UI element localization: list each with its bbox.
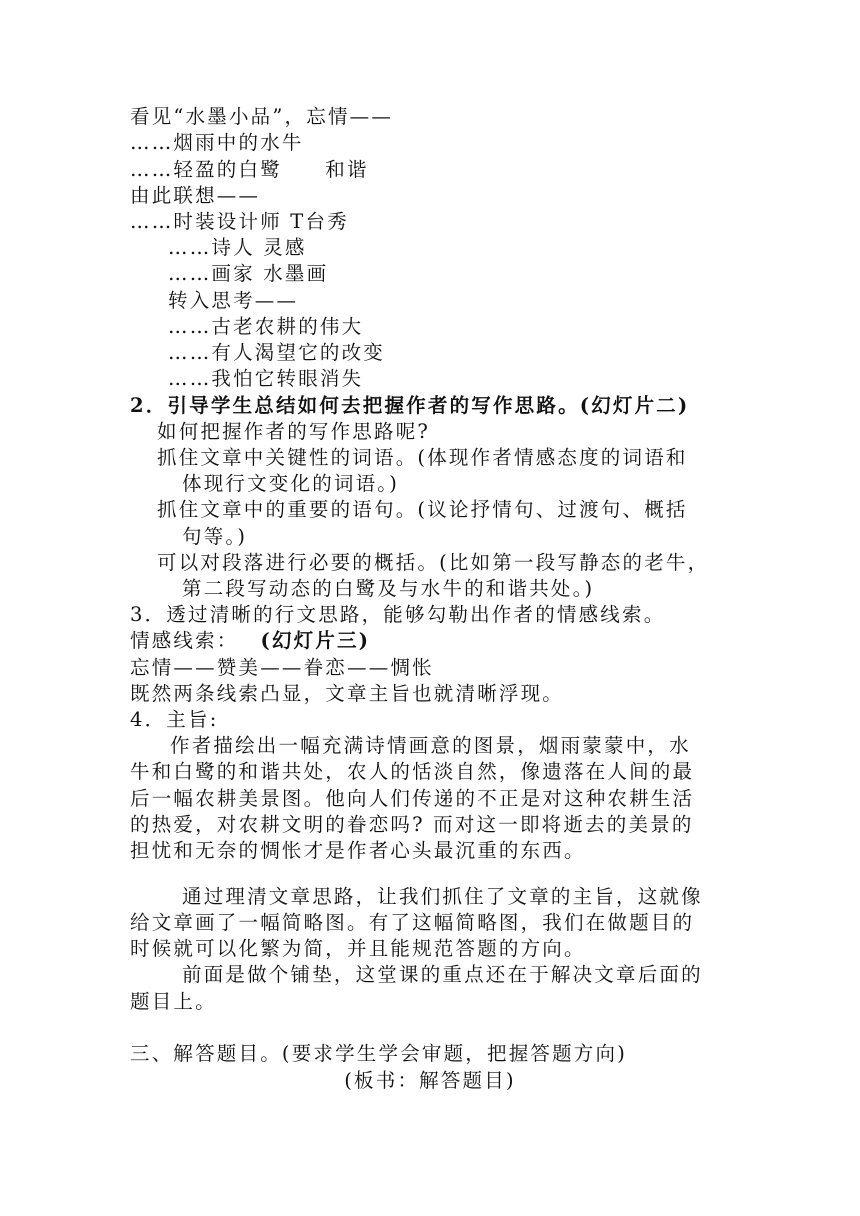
text-line: 可以对段落进行必要的概括。(比如第一段写静态的老牛， bbox=[157, 551, 710, 574]
text-line: 牛和白鹭的和谐共处，农人的恬淡自然，像遗落在人间的最 bbox=[130, 760, 695, 783]
text-line: ……时装设计师 T台秀 bbox=[130, 210, 349, 233]
text-line: 句等。) bbox=[182, 525, 248, 548]
text-line: ……有人渴望它的改变 bbox=[168, 341, 386, 364]
section-heading: 4．主旨: bbox=[130, 708, 219, 731]
text-line: 体现行文变化的词语。) bbox=[182, 472, 400, 495]
text-line: ……画家 水墨画 bbox=[168, 262, 329, 285]
board-note: (板书：解答题目) bbox=[344, 1069, 516, 1092]
text-line: 通过理清文章思路，让我们抓住了文章的主旨，这就像 bbox=[182, 885, 703, 908]
section-heading: 3．透过清晰的行文思路，能够勾勒出作者的情感线索。 bbox=[130, 603, 666, 626]
text-line: 抓住文章中的重要的语句。(议论抒情句、过渡句、概括 bbox=[157, 498, 688, 521]
text-line: 的热爱，对农耕文明的眷恋吗? 而对这一即将逝去的美景的 bbox=[130, 813, 694, 836]
text-line: 时候就可以化繁为简，并且能规范答题的方向。 bbox=[130, 937, 586, 960]
text-line: ……诗人 灵感 bbox=[168, 236, 307, 259]
text-line bbox=[130, 628, 370, 654]
clue-slide: (幻灯片三) bbox=[260, 629, 371, 652]
text-line: 给文章画了一幅简略图。有了这幅简略图，我们在做题目的 bbox=[130, 911, 695, 934]
text-line: 后一幅农耕美景图。他向人们传递的不正是对这种农耕生活 bbox=[130, 787, 695, 810]
text-line: 如何把握作者的写作思路呢? bbox=[157, 420, 431, 443]
text-line: 第二段写动态的白鹭及与水牛的和谐共处。) bbox=[182, 577, 595, 600]
text-line: 由此联想—— bbox=[130, 184, 261, 207]
text-line: 既然两条线索凸显，文章主旨也就清晰浮现。 bbox=[130, 682, 565, 705]
text-line: 忘情——赞美——眷恋——惆怅 bbox=[130, 656, 434, 679]
text-line: 看见“水墨小品”，忘情—— bbox=[130, 105, 394, 128]
text-line: ……古老农耕的伟大 bbox=[168, 315, 364, 338]
text-line: ……轻盈的白鹭 和谐 bbox=[130, 158, 369, 181]
section-heading: 2．引导学生总结如何去把握作者的写作思路。(幻灯片二) bbox=[130, 394, 690, 417]
text-line: ……我怕它转眼消失 bbox=[168, 367, 364, 390]
text-line: 前面是做个铺垫，这堂课的重点还在于解决文章后面的 bbox=[182, 963, 703, 986]
text-line: 抓住文章中关键性的词语。(体现作者情感态度的词语和 bbox=[157, 446, 688, 469]
text-line: 题目上。 bbox=[130, 990, 217, 1013]
text-line: 转入思考—— bbox=[168, 289, 299, 312]
text-line: 担忧和无奈的惆怅才是作者心头最沉重的东西。 bbox=[130, 839, 586, 862]
section-heading: 三、解答题目。(要求学生学会审题，把握答题方向) bbox=[130, 1042, 628, 1065]
clue-label: 情感线索： bbox=[130, 629, 239, 652]
text-line: 作者描绘出一幅充满诗情画意的图景，烟雨蒙蒙中，水 bbox=[170, 734, 691, 757]
text-line: ……烟雨中的水牛 bbox=[130, 131, 304, 154]
